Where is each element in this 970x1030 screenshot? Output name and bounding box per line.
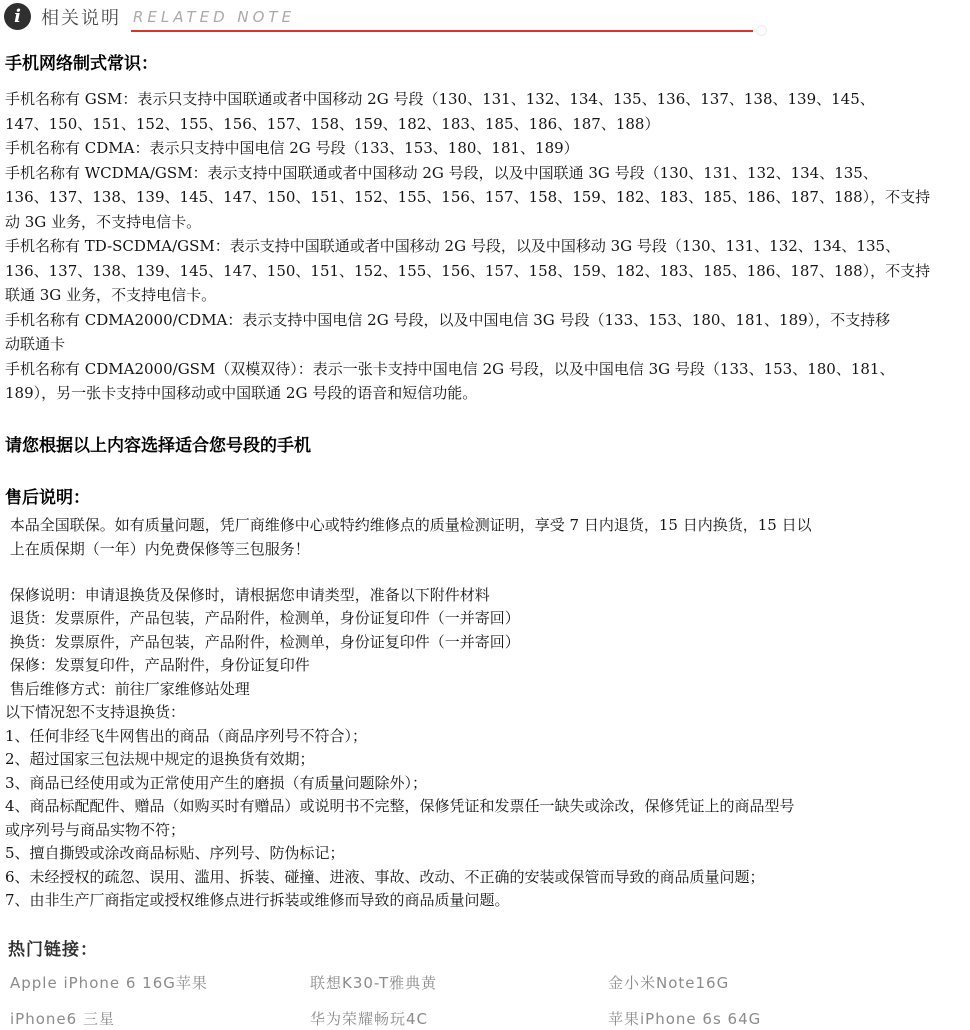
text-line: 手机名称有 GSM：表示只支持中国联通或者中国移动 2G 号段（130、131、132、134、135、136、137、138、139、145、 <box>5 90 875 108</box>
hot-link[interactable]: 华为荣耀畅玩4C <box>310 1009 429 1028</box>
text-line: 7、由非生产厂商指定或授权维修点进行拆装或维修而导致的商品质量问题。 <box>5 891 510 909</box>
hot-link[interactable]: Apple iPhone 6 16G苹果 <box>10 973 208 992</box>
text-line: 联通 3G 业务，不支持电信卡。 <box>5 286 217 304</box>
text-line: 以下情况恕不支持退换货： <box>5 703 186 721</box>
text-line: 147、150、151、152、155、156、157、158、159、182、183、185、186、187、188） <box>5 114 660 133</box>
hot-link[interactable]: 联想K30-T雅典黄 <box>310 973 438 992</box>
text-line: 手机名称有 CDMA2000/GSM（双模双待）：表示一张卡支持中国电信 2G 号段，以及中国电信 3G 号段（133、153、180、181、 <box>5 359 895 378</box>
text-line: 136、137、138、139、145、147、150、151、152、155、156、157、158、159、182、183、185、186、187、188），不支持 <box>5 261 931 280</box>
text-line: 本品全国联保。如有质量问题，凭厂商维修中心或特约维修点的质量检测证明，享受 7 日内退货，15 日内换货，15 日以 <box>5 515 812 534</box>
text-line: 手机名称有 WCDMA/GSM：表示支持中国联通或者中国移动 2G 号段，以及中国联通 3G 号段（130、131、132、134、135、 <box>5 163 878 182</box>
text-line: 189），另一张卡支持中国移动或中国联通 2G 号段的语音和短信功能。 <box>5 384 478 402</box>
info-icon: i <box>4 3 31 30</box>
underline-end-dot <box>756 25 767 36</box>
warranty-terms <box>0 584 970 913</box>
hot-link[interactable]: 苹果iPhone 6s 64G <box>608 1009 762 1028</box>
text-line: 动 3G 业务，不支持电信卡。 <box>5 212 202 231</box>
text-line: 4、商品标配配件、赠品（如购买时有赠品）或说明书不完整，保修凭证和发票任一缺失或涂改，保修凭证上的商品型号 <box>5 797 795 815</box>
text-line: 2、超过国家三包法规中规定的退换货有效期； <box>5 750 315 768</box>
network-heading: 手机网络制式常识： <box>5 54 158 74</box>
text-line: 保修：发票复印件，产品附件，身份证复印件 <box>5 656 310 674</box>
hot-links-heading: 热门链接： <box>8 939 98 960</box>
text-line: 或序列号与商品实物不符； <box>5 820 186 839</box>
text-line: 5、擅自撕毁或涂改商品标贴、序列号、防伪标记； <box>5 844 345 862</box>
text-line: 手机名称有 CDMA：表示只支持中国电信 2G 号段（133、153、180、181、189） <box>5 139 579 157</box>
text-line: 售后维修方式：前往厂家维修站处理 <box>5 679 250 698</box>
aftersales-heading: 售后说明： <box>5 487 90 508</box>
text-line: 136、137、138、139、145、147、150、151、152、155、156、157、158、159、182、183、185、186、187、188），不支持 <box>5 188 931 206</box>
text-line: 手机名称有 CDMA2000/CDMA：表示支持中国电信 2G 号段，以及中国电信 3G 号段（133、153、180、181、189），不支持移 <box>5 310 891 329</box>
text-line: 保修说明：申请退换货及保修时，请根据您申请类型，准备以下附件材料 <box>5 585 490 604</box>
text-line: 手机名称有 TD-SCDMA/GSM：表示支持中国联通或者中国移动 2G 号段，以及中国移动 3G 号段（130、131、132、134、135、 <box>5 237 901 255</box>
text-line: 1、任何非经飞牛网售出的商品（商品序列号不符合）； <box>5 726 368 745</box>
text-line: 换货：发票原件，产品包装，产品附件，检测单，身份证复印件（一并寄回） <box>5 632 520 651</box>
section-title: 相关说明 <box>41 7 121 29</box>
choose-note-heading: 请您根据以上内容选择适合您号段的手机 <box>5 435 311 456</box>
related-note-header <box>0 0 970 36</box>
network-paragraphs <box>0 87 970 406</box>
text-line: 上在质保期（一年）内免费保修等三包服务！ <box>5 540 310 558</box>
section-subtitle: RELATED NOTE <box>133 7 296 26</box>
aftersales-intro <box>0 513 970 562</box>
hot-link[interactable]: 金小米Note16G <box>608 973 730 992</box>
header-underline <box>131 30 753 32</box>
hot-links-grid <box>0 972 970 1029</box>
text-line: 退货：发票原件，产品包装，产品附件，检测单，身份证复印件（一并寄回） <box>5 609 520 627</box>
text-line: 3、商品已经使用或为正常使用产生的磨损（有质量问题除外）； <box>5 773 428 792</box>
hot-link[interactable]: iPhone6 三星 <box>10 1009 115 1028</box>
text-line: 动联通卡 <box>5 335 66 353</box>
text-line: 6、未经授权的疏忽、误用、滥用、拆装、碰撞、进液、事故、改动、不正确的安装或保管而导致的商品质量问题； <box>5 867 765 886</box>
